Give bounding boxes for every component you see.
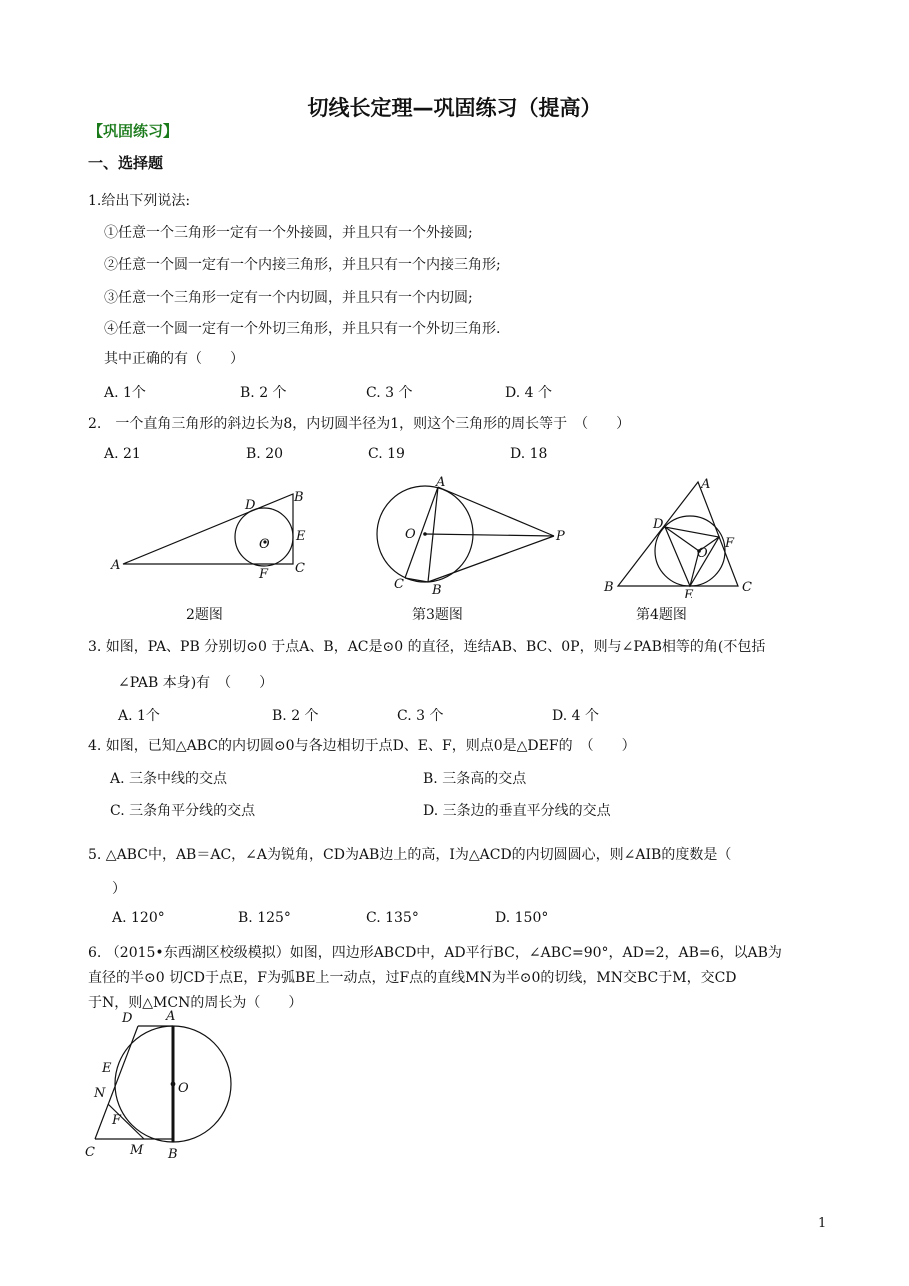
fig3-label-a: A bbox=[436, 475, 446, 490]
q6-line3: 于N，则△MCN的周长为（ ） bbox=[88, 995, 303, 1011]
q4-option-c: C. 三条角平分线的交点 bbox=[110, 803, 256, 819]
q3-option-b: B. 2 个 bbox=[272, 708, 319, 724]
q1-option-c: C. 3 个 bbox=[366, 385, 413, 401]
q1-option-d: D. 4 个 bbox=[505, 385, 552, 401]
fig3-label-o: O bbox=[405, 527, 416, 542]
section-heading: 一、选择题 bbox=[88, 154, 164, 172]
fig6-label-c: C bbox=[85, 1145, 95, 1160]
fig2-label-c: C bbox=[295, 561, 305, 576]
fig2-label-a: A bbox=[111, 558, 121, 573]
q5-stem-line1: 5. △ABC中，AB＝AC，∠A为锐角，CD为AB边上的高，I为△ACD的内切圆圆心，则∠AIB的度数是（ bbox=[88, 847, 732, 863]
caption-q3: 第3题图 bbox=[412, 607, 463, 623]
fig2-label-d: D bbox=[245, 498, 256, 513]
fig6-label-b: B bbox=[168, 1147, 178, 1162]
fig4-label-b: B bbox=[604, 580, 614, 595]
q2-option-d: D. 18 bbox=[510, 446, 548, 462]
q4-option-d: D. 三条边的垂直平分线的交点 bbox=[423, 803, 611, 819]
q3-stem-line2: ∠PAB 本身)有 （ ） bbox=[118, 675, 274, 691]
q1-option-a: A. 1个 bbox=[104, 385, 146, 401]
q1-statement-2: ②任意一个圆一定有一个内接三角形，并且只有一个内接三角形; bbox=[104, 257, 501, 273]
q6-line1: 6. （2015•东西湖区校级模拟）如图，四边形ABCD中，AD平行BC，∠ABC=90°，AD=2，AB=6，以AB为 bbox=[88, 945, 782, 961]
fig4-label-c: C bbox=[742, 580, 752, 595]
fig4-label-e: E bbox=[684, 588, 694, 598]
q1-statement-3: ③任意一个三角形一定有一个内切圆，并且只有一个内切圆; bbox=[104, 290, 473, 306]
q4-option-b: B. 三条高的交点 bbox=[423, 771, 527, 787]
fig6-label-d: D bbox=[122, 1011, 133, 1026]
fig6-label-a: A bbox=[166, 1009, 176, 1024]
figure-q6 bbox=[80, 1004, 240, 1164]
q2-option-a: A. 21 bbox=[104, 446, 141, 462]
fig4-label-a: A bbox=[701, 477, 711, 492]
q5-option-c: C. 135° bbox=[366, 910, 419, 926]
fig3-label-p: P bbox=[556, 529, 565, 544]
fig2-label-e: E bbox=[296, 529, 306, 544]
figure-q4 bbox=[598, 474, 760, 598]
page-number: 1 bbox=[818, 1216, 827, 1231]
fig4-label-f: F bbox=[725, 536, 735, 551]
q1-statement-4: ④任意一个圆一定有一个外切三角形，并且只有一个外切三角形. bbox=[104, 321, 501, 337]
fig3-label-c: C bbox=[394, 577, 404, 592]
fig6-label-m: M bbox=[130, 1143, 144, 1158]
q1-stem: 1.给出下列说法: bbox=[88, 193, 191, 209]
q3-option-c: C. 3 个 bbox=[397, 708, 444, 724]
q2-stem: 2. 一个直角三角形的斜边长为8，内切圆半径为1，则这个三角形的周长等于 （ ） bbox=[88, 416, 631, 432]
fig6-label-n: N bbox=[94, 1086, 106, 1101]
caption-q4: 第4题图 bbox=[636, 607, 687, 623]
q2-option-b: B. 20 bbox=[246, 446, 284, 462]
figure-q3 bbox=[370, 470, 580, 598]
q3-option-d: D. 4 个 bbox=[552, 708, 599, 724]
caption-q2: 2题图 bbox=[186, 607, 223, 623]
q1-option-b: B. 2 个 bbox=[240, 385, 287, 401]
figure-q2 bbox=[105, 482, 315, 582]
fig2-label-f: F bbox=[259, 567, 269, 582]
fig4-label-d: D bbox=[653, 517, 664, 532]
fig6-label-e: E bbox=[102, 1061, 112, 1076]
q3-option-a: A. 1个 bbox=[118, 708, 160, 724]
q1-statement-1: ①任意一个三角形一定有一个外接圆，并且只有一个外接圆; bbox=[104, 225, 473, 241]
q5-option-b: B. 125° bbox=[238, 910, 291, 926]
fig4-label-o: O bbox=[697, 546, 708, 561]
q5-option-d: D. 150° bbox=[495, 910, 549, 926]
q6-line2: 直径的半⊙0 切CD于点E，F为弧BE上一动点，过F点的直线MN为半⊙0的切线，MN交BC于M，交CD bbox=[88, 970, 737, 986]
fig2-label-o: O bbox=[259, 537, 270, 552]
q3-stem-line1: 3. 如图，PA、PB 分别切⊙0 于点A、B，AC是⊙0 的直径，连结AB、BC、0P，则与∠PAB相等的角(不包括 bbox=[88, 639, 766, 655]
q4-stem: 4. 如图，已知△ABC的内切圆⊙0与各边相切于点D、E、F，则点0是△DEF的 （ ） bbox=[88, 738, 636, 754]
practice-tag: 【巩固练习】 bbox=[88, 122, 179, 140]
q2-option-c: C. 19 bbox=[368, 446, 405, 462]
page-title: 切线长定理—巩固练习（提高） bbox=[307, 96, 602, 120]
q5-stem-line2: ） bbox=[112, 881, 126, 897]
q5-option-a: A. 120° bbox=[112, 910, 165, 926]
fig2-label-b: B bbox=[294, 490, 304, 505]
q1-ask: 其中正确的有（ ） bbox=[104, 351, 244, 367]
fig6-label-o: O bbox=[178, 1081, 189, 1096]
fig3-label-b: B bbox=[432, 583, 442, 598]
fig6-label-f: F bbox=[112, 1113, 122, 1128]
q4-option-a: A. 三条中线的交点 bbox=[110, 771, 228, 787]
